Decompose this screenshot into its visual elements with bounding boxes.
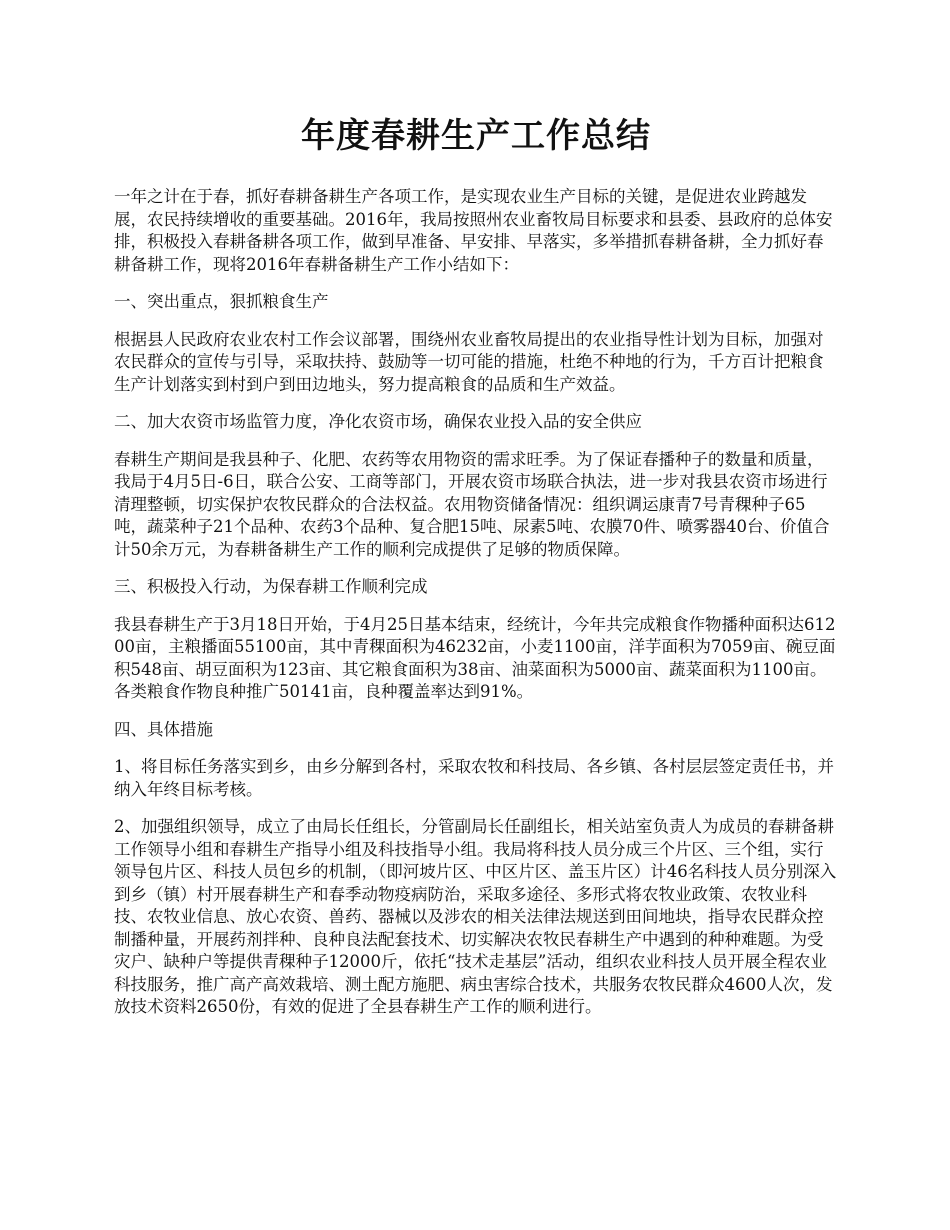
document-title: 年度春耕生产工作总结 bbox=[301, 116, 651, 156]
intro-paragraph: 一年之计在于春，抓好春耕备耕生产各项工作，是实现农业生产目标的关键，是促进农业跨越发展，农民持续增收的重要基础。2016年，我局按照州农业畜牧局目标要求和县委、县政府的总体安排，积极投入春耕备耕各项工作，做到早准备、早安排、早落实，多举措抓春耕备耕，全力抓好春耕备耕工作，现将2016年春耕备耕生产工作小结如下： bbox=[114, 187, 833, 274]
section-paragraph-1: 根据县人民政府农业农村工作会议部署，围绕州农业畜牧局提出的农业指导性计划为目标，加强对农民群众的宣传与引导，采取扶持、鼓励等一切可能的措施，杜绝不种地的行为，千方百计把粮食生产计划落实到村到户到田边地头，努力提高粮食的品质和生产效益。 bbox=[114, 329, 824, 394]
section-heading-4: 四、具体措施 bbox=[114, 719, 213, 739]
section-heading-1: 一、突出重点，狠抓粮食生产 bbox=[114, 292, 329, 311]
measure-paragraph-1: 1、将目标任务落实到乡，由乡分解到各村，采取农牧和科技局、各乡镇、各村层层签定责任书，并纳入年终目标考核。 bbox=[114, 757, 834, 799]
section-paragraph-2: 春耕生产期间是我县种子、化肥、农药等农用物资的需求旺季。为了保证春播种子的数量和质量，我局于4月5日-6日，联合公安、工商等部门，开展农资市场联合执法，进一步对我县农资市场进行清理整顿，切实保护农牧民群众的合法权益。农用物资储备情况：组织调运康青7号青稞种子65吨，蔬菜种子21个品种、农药3个品种、复合肥15吨、尿素5吨、农膜70件、喷雾器40台、价值合计50余万元，为春耕备耕生产工作的顺利完成提供了足够的物质保障。 bbox=[114, 449, 830, 559]
measure-paragraph-2: 2、加强组织领导，成立了由局长任组长，分管副局长任副组长，相关站室负责人为成员的春耕备耕工作领导小组和春耕生产指导小组及科技指导小组。我局将科技人员分成三个片区、三个组，实行领导包片区、科技人员包乡的机制，（即河坡片区、中区片区、盖玉片区）计46名科技人员分别深入到乡（镇）村开展春耕生产和春季动物疫病防治，采取多途径、多形式将农牧业政策、农牧业科技、农牧业信息、放心农资、兽药、器械以及涉农的相关法律法规送到田间地块，指导农民群众控制播种量，开展药剂拌种、良种良法配套技术、切实解决农牧民春耕生产中遇到的种种难题。为受灾户、缺种户等提供青稞种子12000斤，依托“技术走基层”活动，组织农业科技人员开展全程农业科技服务，推广高产高效栽培、测土配方施肥、病虫害综合技术，共服务农牧民群众4600人次，发放技术资料2650份，有效的促进了全县春耕生产工作的顺利进行。 bbox=[114, 817, 837, 1016]
section-heading-3: 三、积极投入行动，为保春耕工作顺利完成 bbox=[114, 577, 428, 596]
section-paragraph-3: 我县春耕生产于3月18日开始，于4月25日基本结束，经统计，今年共完成粮食作物播种面积达61200亩，主粮播面55100亩，其中青稞面积为46232亩，小麦1100亩，洋芋面积为7059亩、碗豆面积548亩、胡豆面积为123亩、其它粮食面积为38亩、油菜面积为5000亩、蔬菜面积为1100亩。各类粮食作物良种推广50141亩，良种覆盖率达到91%。 bbox=[114, 614, 836, 701]
section-heading-2: 二、加大农资市场监管力度，净化农资市场，确保农业投入品的安全供应 bbox=[114, 412, 642, 431]
